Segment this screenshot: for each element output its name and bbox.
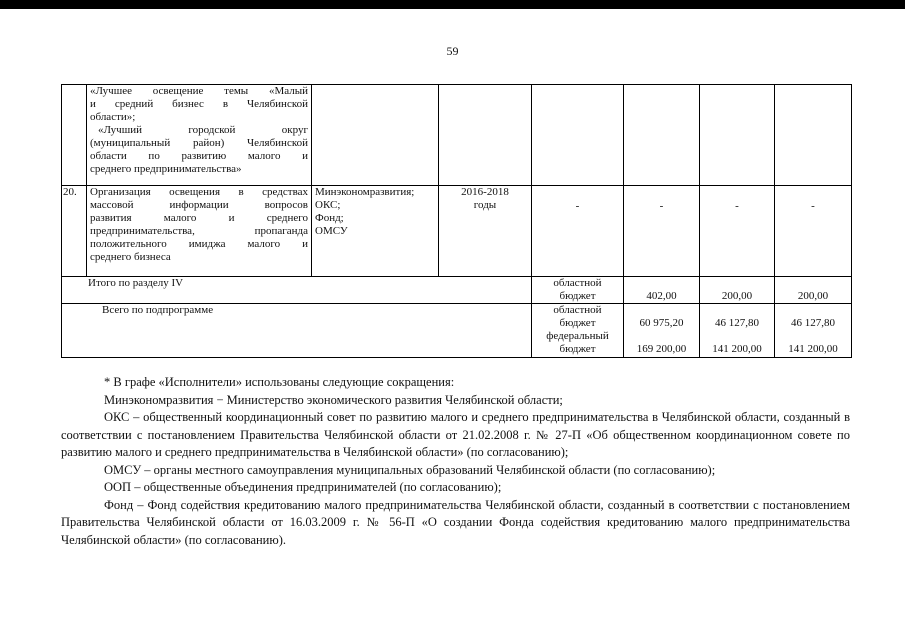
cell-executors-empty	[312, 85, 439, 186]
cell-value-dash: -	[700, 186, 775, 277]
cell-value-dash: -	[532, 186, 624, 277]
regional-value: 60 975,20	[639, 317, 684, 329]
source-line: федеральный	[546, 330, 609, 342]
program-activities-table	[61, 84, 852, 358]
activity-line: области по развитию малого и	[90, 150, 308, 162]
program-total-values-col1	[624, 304, 700, 358]
program-total-sources	[532, 304, 624, 358]
cell-value-empty	[624, 85, 700, 186]
row-number: 20.	[62, 186, 87, 277]
table-row-section-total	[62, 277, 852, 304]
source-line: бюджет	[559, 290, 596, 302]
activity-line: массовой информации вопросов	[90, 199, 308, 211]
program-total-label-cell	[62, 304, 532, 358]
activity-line: Организация освещения в средствах	[90, 186, 308, 198]
program-total-label: Всего по подпрограмме	[102, 304, 214, 316]
federal-value: 141 200,00	[788, 343, 838, 355]
section-total-value: 402,00	[624, 277, 700, 304]
cell-value-empty	[775, 85, 852, 186]
activity-line: положительного имиджа малого и	[90, 238, 308, 250]
note-fond: Фонд – Фонд содействия кредитованию малого предпринимательства Челябинской области, созданный в соответствии с постановлением Правительства Челябинской области от 16.03.2009 г. № 56-П «О создании Фонда содействия кредитованию малого предпринимательства Челябинской области» (по согласованию).	[61, 497, 850, 547]
program-total-values-col3	[775, 304, 852, 358]
program-total-values-col2	[700, 304, 775, 358]
regional-value: 46 127,80	[791, 317, 835, 329]
activity-line: среднего предпринимательства»	[90, 163, 242, 175]
source-line: бюджет	[559, 343, 596, 355]
executor: ОМСУ	[315, 225, 348, 237]
note-oks: ОКС – общественный координационный совет по развитию малого и среднего предпринимательства в Челябинской области, созданный в соответствии с постановлением Правительства Челябинской области от 21.02.2008 г. № 27-П «Об общественном координационном совете по развитию малого и среднего предпринимательства в Челябинской области» (по согласованию);	[61, 410, 850, 459]
activity-line: (муниципальный район) Челябинской	[90, 137, 308, 149]
activity-line: среднего бизнеса	[90, 251, 171, 263]
cell-activity	[87, 186, 312, 277]
period-unit: годы	[473, 199, 497, 211]
note-omsu: ОМСУ – органы местного самоуправления муниципальных образований Челябинской области (по согласованию);	[104, 462, 716, 477]
note-minekonom: Минэкономразвития − Министерство экономического развития Челябинской области;	[104, 392, 563, 407]
notes-intro: * В графе «Исполнители» использованы следующие сокращения:	[104, 375, 455, 389]
top-border-bar	[0, 0, 905, 9]
executor: Минэкономразвития;	[315, 186, 415, 198]
section-total-value: 200,00	[700, 277, 775, 304]
federal-value: 141 200,00	[712, 343, 762, 355]
executor: ОКС;	[315, 199, 341, 211]
section-total-label: Итого по разделу IV	[88, 277, 184, 289]
activity-line: предпринимательства, пропаганда	[90, 225, 308, 237]
table-row-program-total	[62, 304, 852, 358]
cell-period-empty	[439, 85, 532, 186]
source-line: бюджет	[559, 317, 596, 329]
abbreviations-notes	[61, 374, 850, 549]
cell-value-empty	[700, 85, 775, 186]
activity-line: «Лучшее освещение темы «Малый	[90, 85, 308, 97]
cell-period	[439, 186, 532, 277]
note-oop: ООП – общественные объединения предпринимателей (по согласованию);	[104, 480, 502, 494]
source-line: областной	[553, 304, 602, 316]
activity-line: области»;	[90, 111, 136, 123]
table-row-20	[62, 186, 852, 277]
activity-line: и средний бизнес в Челябинской	[90, 98, 308, 110]
section-total-value: 200,00	[775, 277, 852, 304]
regional-value: 46 127,80	[715, 317, 759, 329]
cell-value-dash: -	[775, 186, 852, 277]
page-number: 59	[446, 44, 459, 58]
cell-source-empty	[532, 85, 624, 186]
period-years: 2016-2018	[461, 186, 509, 198]
cell-number-empty	[62, 85, 87, 186]
section-total-label-cell	[62, 277, 532, 304]
source-line: областной	[553, 277, 602, 289]
executor: Фонд;	[315, 212, 344, 224]
section-total-source	[532, 277, 624, 304]
activity-line: развития малого и среднего	[90, 212, 308, 224]
cell-activity-continued	[87, 85, 312, 186]
federal-value: 169 200,00	[636, 343, 687, 355]
table-row-continued	[62, 85, 852, 186]
cell-executors	[312, 186, 439, 277]
activity-line: «Лучший городской округ	[98, 124, 308, 136]
cell-value-dash: -	[624, 186, 700, 277]
